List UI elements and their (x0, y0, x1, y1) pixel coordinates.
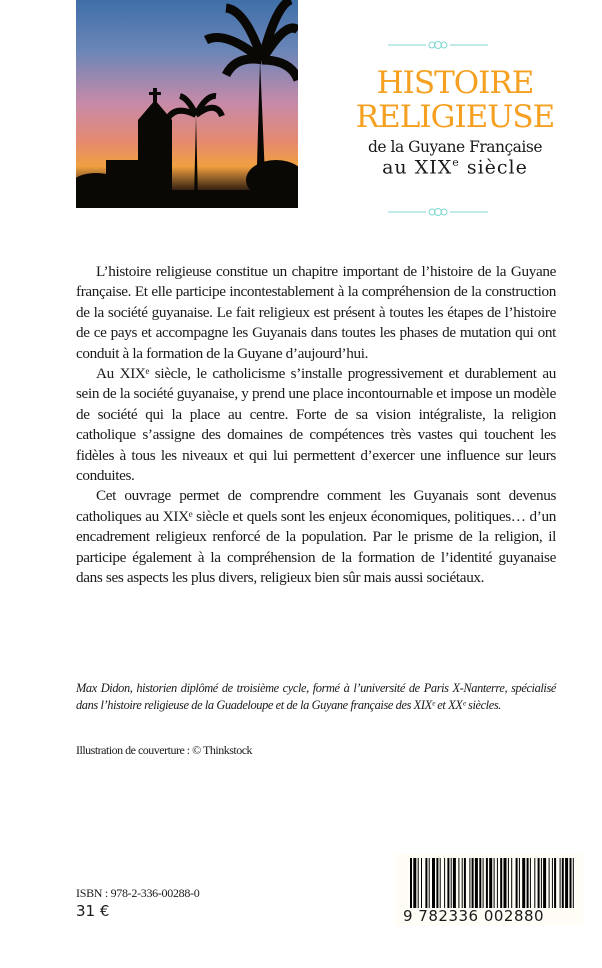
subtitle-siecle: siècle (459, 156, 528, 179)
barcode-bar (511, 858, 512, 908)
barcode-bar (475, 858, 478, 908)
barcode-bar (570, 858, 572, 908)
barcode-bars (410, 858, 575, 908)
barcode-bar (530, 858, 531, 908)
barcode-bar (410, 858, 412, 908)
top-ornament-icon (388, 41, 488, 49)
barcode-bar (479, 858, 481, 908)
barcode-bar (552, 858, 553, 908)
barcode-bar (549, 858, 550, 908)
barcode-bar (462, 858, 463, 908)
barcode-bar (519, 858, 520, 908)
barcode-bar (500, 858, 502, 908)
isbn: ISBN : 978-2-336-00288-0 (76, 886, 200, 900)
subtitle-line-1: de la Guyane Française (368, 138, 542, 156)
barcode (395, 854, 583, 926)
barcode-bar (562, 858, 564, 908)
barcode-bar (447, 858, 449, 908)
barcode-bar (543, 858, 546, 908)
barcode-bar (458, 858, 459, 908)
barcode-bar (421, 858, 422, 908)
title-line-1: HISTOIRE (376, 65, 534, 101)
barcode-bar (560, 858, 561, 908)
subtitle-line-2 (335, 156, 575, 178)
barcode-bar (436, 858, 438, 908)
barcode-bar (541, 858, 542, 908)
barcode-bar (504, 858, 507, 908)
summary-paragraph: Cet ouvrage permet de comprendre comment les Guyanais sont devenus catholiques au XIXᵉ siècle et quels sont les enjeux économiques, politiques… d’un encadrement religieux renforcé de la population. Par le prisme de la religion, il participe également à la compréhension de la formation de l’identité guyanaise dans ses aspects les plus divers, religieux bien sûr mais aussi sociétaux. (76, 487, 556, 587)
price: 31 € (76, 902, 110, 920)
barcode-bar (429, 858, 430, 908)
barcode-bar (483, 858, 484, 908)
cover-photo-sunset-church-palms (76, 0, 298, 208)
barcode-bar (494, 858, 495, 908)
bottom-ornament-icon (388, 208, 488, 216)
barcode-bar (472, 858, 474, 908)
book-title (335, 66, 575, 178)
barcode-bar (489, 858, 492, 908)
barcode-bar (565, 858, 568, 908)
barcode-bar (497, 858, 498, 908)
barcode-bar (432, 858, 435, 908)
title-line-2: RELIGIEUSE (355, 99, 555, 135)
barcode-bar (522, 858, 525, 908)
barcode-number: 9 782336 002880 (403, 907, 545, 925)
barcode-bar (486, 858, 488, 908)
barcode-bar (453, 858, 456, 908)
barcode-bar (527, 858, 529, 908)
illustration-credit: Illustration de couverture : © Thinkstock (76, 743, 253, 757)
subtitle-century: au XIX (382, 156, 453, 179)
barcode-bar (451, 858, 452, 908)
barcode-bar (425, 858, 427, 908)
barcode-bar (534, 858, 535, 908)
barcode-bar (464, 858, 466, 908)
barcode-bar (444, 858, 445, 908)
summary-paragraph: L’histoire religieuse constitue un chapitre important de l’histoire de la Guyane française. Et elle participe incontestablement à la compréhension de la construction de la société guyanaise. Le fait religieux est présent à toutes les étapes de l’histoire de ce pays et accompagne les Guyanais dans toutes les phases de mutation qui ont conduit à la formation de la Guyane d’aujourd’hui. (76, 263, 556, 362)
summary-paragraph: Au XIXᵉ siècle, le catholicisme s’installe progressivement et durablement au sein de la société guyanaise, y prend une place incontournable et impose un modèle de société qui la place au centre. Forte de sa vision intégraliste, la religion catholique s’assigne des domaines de compétences très vastes qui touchent les fidèles à tous les niveaux et qui lui permettent d’exercer une influence sur leurs conduites. (76, 365, 556, 485)
barcode-bar (508, 858, 509, 908)
barcode-bar (469, 858, 470, 908)
barcode-bar (418, 858, 419, 908)
barcode-bar (516, 858, 518, 908)
barcode-bar (440, 858, 441, 908)
barcode-bar (413, 858, 416, 908)
barcode-bar (573, 858, 574, 908)
barcode-bar (554, 858, 556, 908)
author-bio: Max Didon, historien diplômé de troisième cycle, formé à l’université de Paris X-Nanterre, spécialisé dans l’histoire religieuse de la Guadeloupe et de la Guyane française des XIXᵉ et XXᵉ siècles. (76, 681, 556, 712)
summary-text (76, 262, 556, 589)
subtitle-sup: e (452, 156, 460, 169)
barcode-bar (538, 858, 540, 908)
